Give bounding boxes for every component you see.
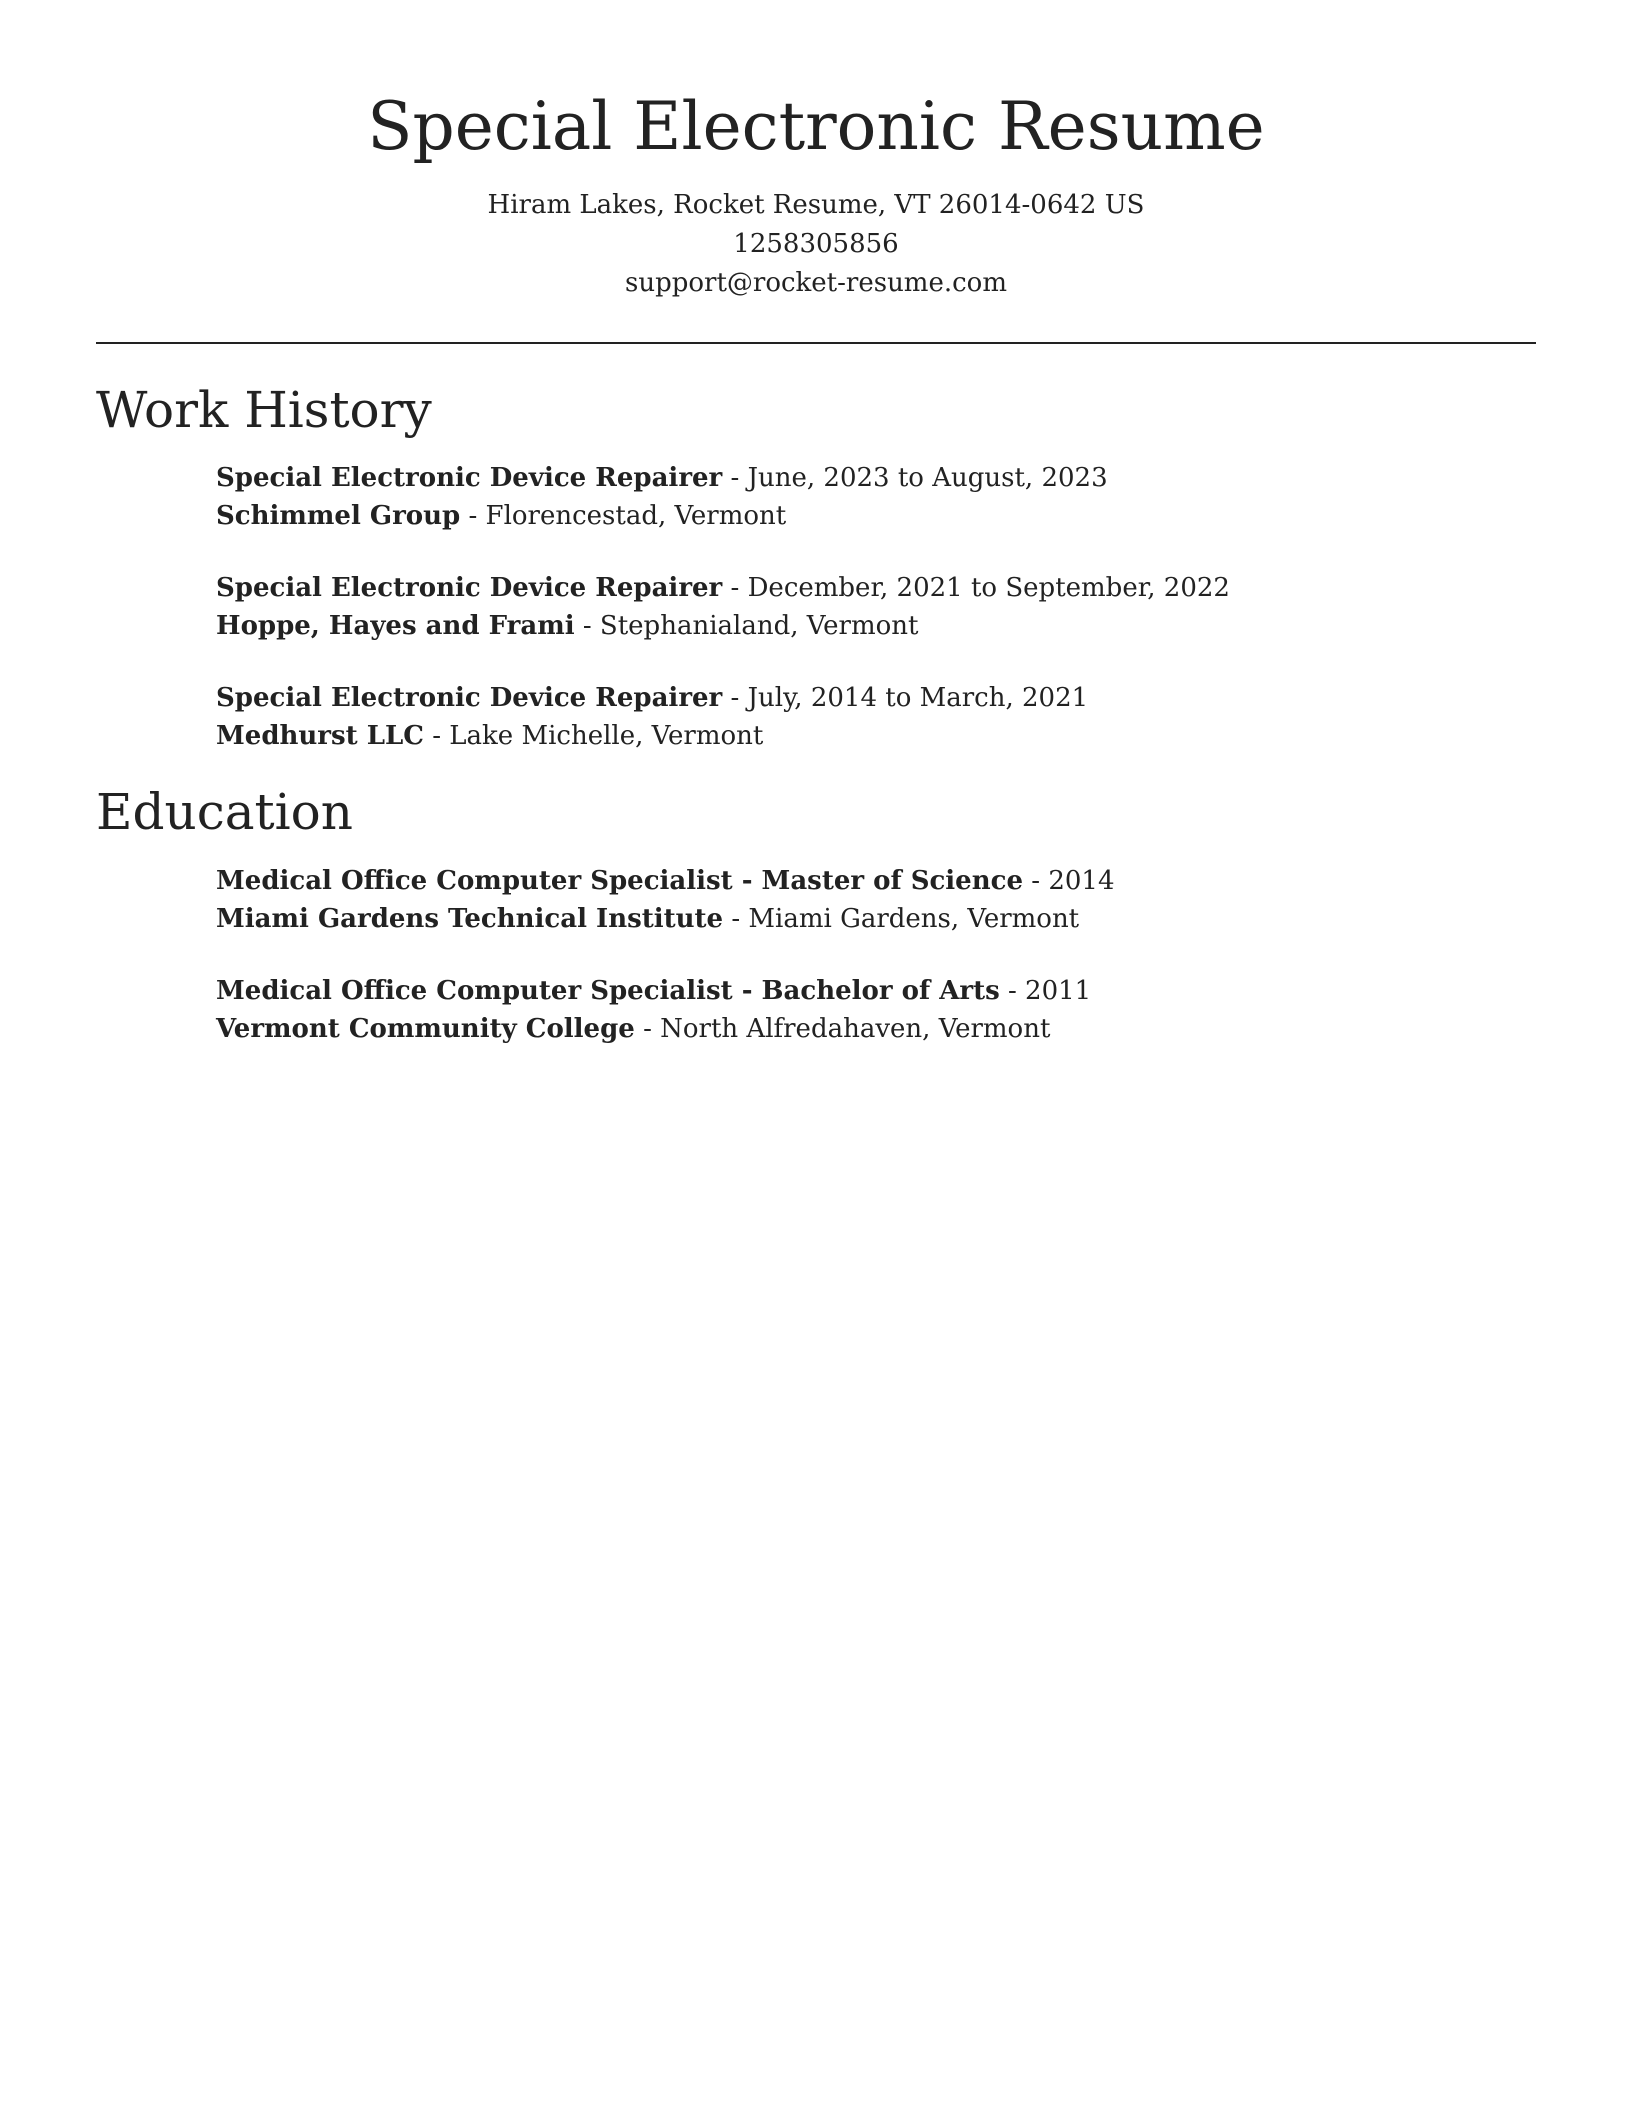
work-entry-employer-line bbox=[216, 717, 1088, 755]
education-entry-school-line bbox=[216, 900, 1115, 938]
education-heading: Education bbox=[96, 783, 353, 841]
work-entry bbox=[216, 459, 1108, 535]
graduation-year: - 2011 bbox=[999, 976, 1092, 1006]
contact-email: support@rocket-resume.com bbox=[624, 268, 1007, 298]
employer-name: Hoppe, Hayes and Frami bbox=[216, 611, 575, 641]
employer-location: - Lake Michelle, Vermont bbox=[423, 721, 764, 751]
job-title: Special Electronic Device Repairer bbox=[216, 463, 723, 493]
contact-address: Hiram Lakes, Rocket Resume, VT 26014-0642 US bbox=[487, 190, 1145, 220]
work-entry bbox=[216, 679, 1088, 755]
education-entry bbox=[216, 862, 1115, 938]
work-entry-title-line bbox=[216, 679, 1088, 717]
school-location: - North Alfredahaven, Vermont bbox=[634, 1014, 1051, 1044]
education-entry-school-line bbox=[216, 1010, 1091, 1048]
employer-name: Medhurst LLC bbox=[216, 721, 424, 751]
work-entry-employer-line bbox=[216, 607, 1230, 645]
employer-name: Schimmel Group bbox=[216, 501, 461, 531]
work-history-heading: Work History bbox=[96, 381, 432, 439]
header-divider bbox=[96, 342, 1536, 344]
work-entry bbox=[216, 569, 1230, 645]
school-name: Miami Gardens Technical Institute bbox=[216, 904, 724, 934]
job-dates: - December, 2021 to September, 2022 bbox=[722, 573, 1230, 603]
degree-program: Medical Office Computer Specialist - Bachelor of Arts bbox=[216, 976, 1000, 1006]
job-dates: - June, 2023 to August, 2023 bbox=[722, 463, 1108, 493]
resume-header bbox=[0, 82, 1632, 303]
work-entry-title-line bbox=[216, 459, 1108, 497]
school-name: Vermont Community College bbox=[216, 1014, 635, 1044]
contact-info bbox=[0, 186, 1632, 303]
education-entry bbox=[216, 972, 1091, 1048]
job-title: Special Electronic Device Repairer bbox=[216, 573, 723, 603]
contact-phone: 1258305856 bbox=[733, 229, 899, 259]
graduation-year: - 2014 bbox=[1023, 866, 1115, 896]
employer-location: - Florencestad, Vermont bbox=[460, 501, 787, 531]
employer-location: - Stephanialand, Vermont bbox=[574, 611, 919, 641]
resume-title: Special Electronic Resume bbox=[367, 88, 1265, 165]
work-entry-employer-line bbox=[216, 497, 1108, 535]
school-location: - Miami Gardens, Vermont bbox=[723, 904, 1080, 934]
education-entry-program-line bbox=[216, 862, 1115, 900]
degree-program: Medical Office Computer Specialist - Master of Science bbox=[216, 866, 1024, 896]
work-entry-title-line bbox=[216, 569, 1230, 607]
job-dates: - July, 2014 to March, 2021 bbox=[722, 683, 1089, 713]
education-entry-program-line bbox=[216, 972, 1091, 1010]
job-title: Special Electronic Device Repairer bbox=[216, 683, 723, 713]
